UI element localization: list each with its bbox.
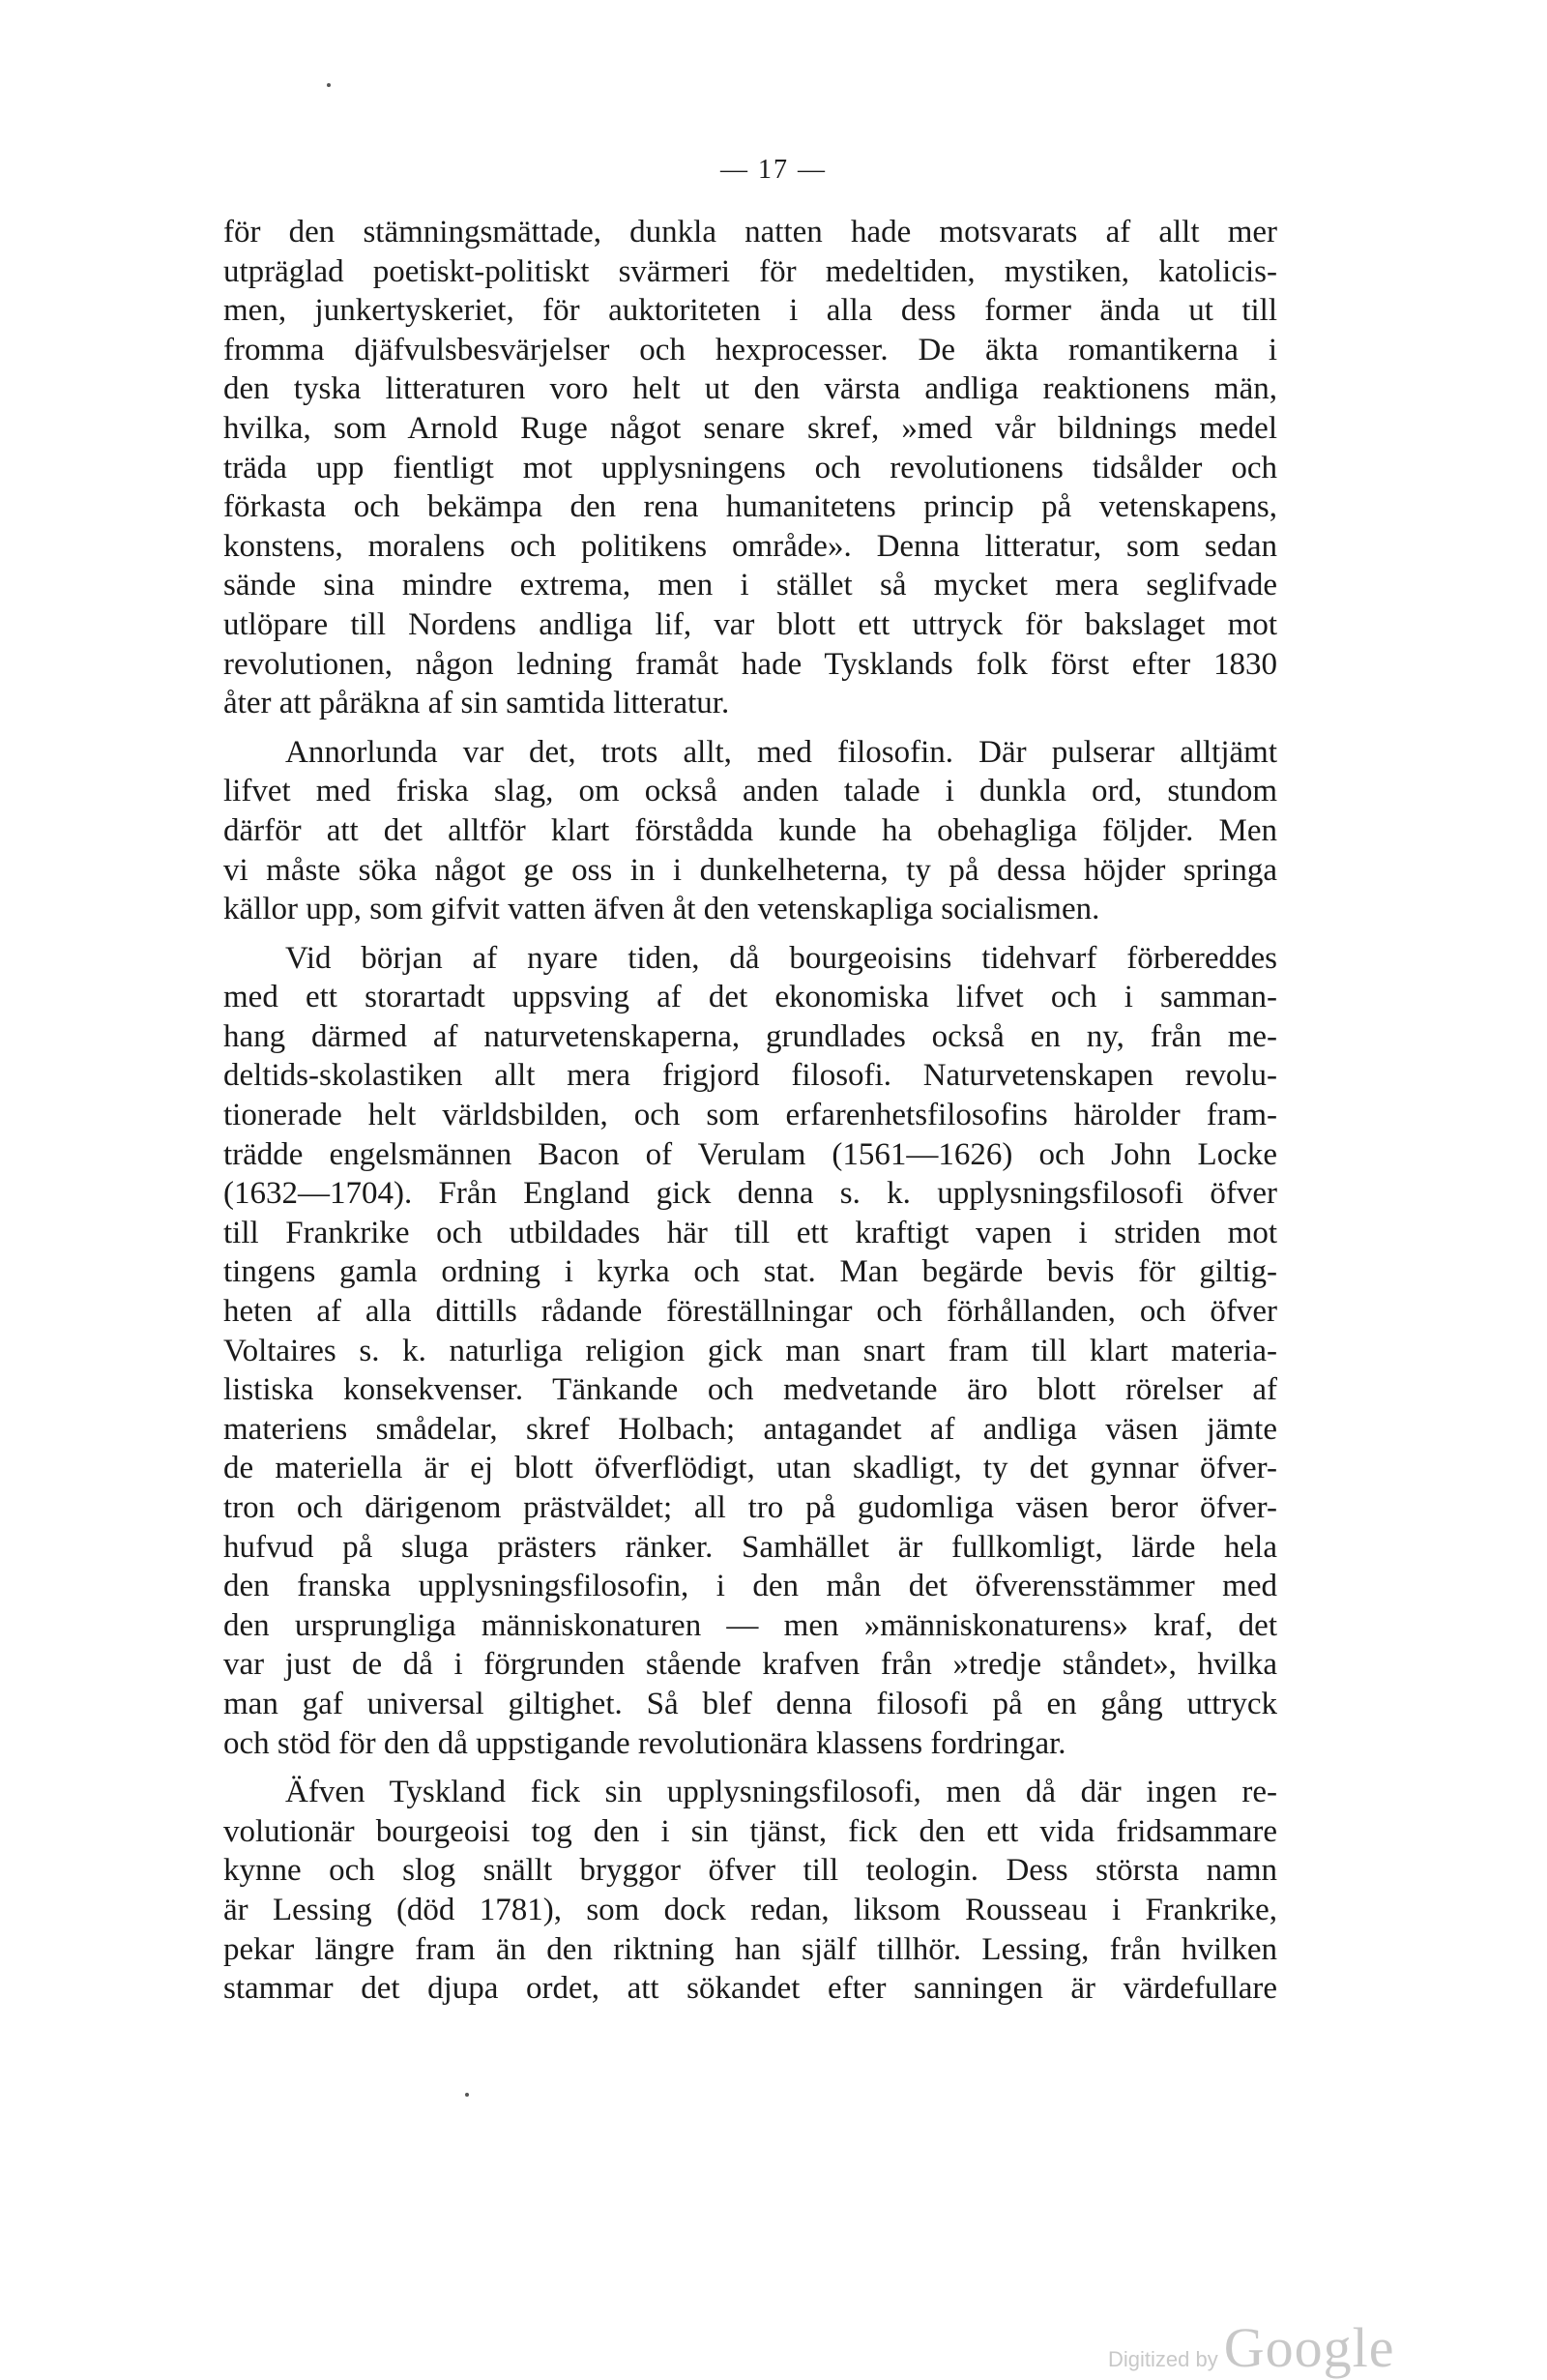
paragraph-gap bbox=[223, 1763, 1277, 1773]
speck-mark bbox=[465, 2093, 469, 2097]
google-logo: Google bbox=[1223, 2316, 1395, 2379]
text-line: utlöpare till Nordens andliga lif, var blott ett uttryck för bakslaget mot bbox=[223, 606, 1277, 642]
digitized-by-google-watermark bbox=[1108, 2315, 1394, 2380]
text-line: Annorlunda var det, trots allt, med filosofin. Där pulserar alltjämt bbox=[285, 734, 1277, 770]
text-line: pekar längre fram än den riktning han själf tillhör. Lessing, från hvilken bbox=[223, 1931, 1277, 1967]
text-line: deltids-skolastiken allt mera frigjord filosofi. Naturvetenskapen revolu- bbox=[223, 1058, 1277, 1094]
paragraph-gap bbox=[223, 929, 1277, 939]
text-line: heten af alla dittills rådande föreställningar och förhållanden, och öfver bbox=[223, 1294, 1277, 1330]
body-text bbox=[223, 213, 1277, 2009]
paragraph bbox=[223, 1773, 1277, 2009]
text-line: tron och därigenom prästväldet; all tro på gudomliga väsen beror öfver- bbox=[223, 1490, 1277, 1525]
watermark-prefix: Digitized by bbox=[1108, 2347, 1218, 2371]
text-line: åter att påräkna af sin samtida litteratur. bbox=[223, 686, 730, 721]
text-line: man gaf universal giltighet. Så blef denna filosofi på en gång uttryck bbox=[223, 1686, 1277, 1721]
text-line: hufvud på sluga prästers ränker. Samhället är fullkomligt, lärde hela bbox=[223, 1529, 1277, 1565]
text-line: hang därmed af naturvetenskaperna, grundlades också en ny, från me- bbox=[223, 1018, 1277, 1054]
text-line: kynne och slog snällt bryggor öfver till teologin. Dess största namn bbox=[223, 1853, 1277, 1889]
text-line: är Lessing (död 1781), som dock redan, liksom Rousseau i Frankrike, bbox=[223, 1892, 1277, 1927]
paragraph bbox=[223, 733, 1277, 939]
text-line: fromma djäfvulsbesvärjelser och hexprocesser. De äkta romantikerna i bbox=[223, 332, 1277, 367]
text-line: trädde engelsmännen Bacon of Verulam (1561—1626) och John Locke bbox=[223, 1136, 1277, 1172]
text-line: revolutionen, någon ledning framåt hade Tysklands folk först efter 1830 bbox=[223, 646, 1277, 682]
text-line: därför att det alltför klart förstådda kunde ha obehagliga följder. Men bbox=[223, 812, 1277, 848]
text-line: stammar det djupa ordet, att sökandet efter sanningen är värdefullare bbox=[223, 1971, 1277, 2007]
text-line: med ett storartadt uppsving af det ekonomiska lifvet och i samman- bbox=[223, 980, 1277, 1015]
text-line: lifvet med friska slag, om också anden talade i dunkla ord, stundom bbox=[223, 774, 1277, 809]
text-line: tionerade helt världsbilden, och som erfarenhetsfilosofins härolder fram- bbox=[223, 1098, 1277, 1133]
text-line: (1632—1704). Från England gick denna s. k. upplysningsfilosofi öfver bbox=[223, 1176, 1277, 1212]
text-line: materiens smådelar, skref Holbach; antagandet af andliga väsen jämte bbox=[223, 1411, 1277, 1447]
text-line: volutionär bourgeoisi tog den i sin tjänst, fick den ett vida fridsammare bbox=[223, 1813, 1277, 1849]
text-line: källor upp, som gifvit vatten äfven åt den vetenskapliga socialismen. bbox=[223, 892, 1100, 927]
text-line: Vid början af nyare tiden, då bourgeoisins tidehvarf förbereddes bbox=[285, 940, 1277, 976]
text-line: för den stämningsmättade, dunkla natten hade motsvarats af allt mer bbox=[223, 215, 1277, 250]
paragraph-gap bbox=[223, 723, 1277, 733]
text-line: vi måste söka något ge oss in i dunkelheterna, ty på dessa höjder springa bbox=[223, 852, 1277, 888]
text-line: konstens, moralens och politikens område». Denna litteratur, som sedan bbox=[223, 528, 1277, 564]
paragraph bbox=[223, 939, 1277, 1773]
page-number: — 17 — bbox=[720, 155, 827, 185]
text-line: den tyska litteraturen voro helt ut den värsta andliga reaktionens män, bbox=[223, 371, 1277, 407]
text-line: den franska upplysningsfilosofin, i den mån det öfverensstämmer med bbox=[223, 1569, 1277, 1604]
text-line: listiska konsekvenser. Tänkande och medvetande äro blott rörelser af bbox=[223, 1372, 1277, 1408]
text-line: tingens gamla ordning i kyrka och stat. Man begärde bevis för giltig- bbox=[223, 1254, 1277, 1290]
text-line: hvilka, som Arnold Ruge något senare skref, »med vår bildnings medel bbox=[223, 410, 1277, 446]
text-line: utpräglad poetiskt-politiskt svärmeri för medeltiden, mystiken, katolicis- bbox=[223, 253, 1277, 289]
text-line: träda upp fientligt mot upplysningens och revolutionens tidsålder och bbox=[223, 450, 1277, 485]
text-line: den ursprungliga människonaturen — men »människonaturens» kraf, det bbox=[223, 1607, 1277, 1643]
text-line: och stöd för den då uppstigande revolutionära klassens fordringar. bbox=[223, 1725, 1066, 1761]
text-line: var just de då i förgrunden stående krafven från »tredje ståndet», hvilka bbox=[223, 1647, 1277, 1683]
text-line: Voltaires s. k. naturliga religion gick man snart fram till klart materia- bbox=[223, 1333, 1277, 1368]
text-line: de materiella är ej blott öfverflödigt, utan skadligt, ty det gynnar öfver- bbox=[223, 1451, 1277, 1486]
text-line: till Frankrike och utbildades här till ett kraftigt vapen i striden mot bbox=[223, 1215, 1277, 1250]
speck-mark bbox=[327, 83, 331, 87]
paragraph bbox=[223, 213, 1277, 733]
text-line: Äfven Tyskland fick sin upplysningsfilosofi, men då där ingen re- bbox=[285, 1775, 1277, 1810]
text-line: sände sina mindre extrema, men i stället så mycket mera seglifvade bbox=[223, 568, 1277, 603]
text-line: men, junkertyskeriet, för auktoriteten i alla dess former ända ut till bbox=[223, 293, 1277, 329]
text-line: förkasta och bekämpa den rena humanitetens princip på vetenskapens, bbox=[223, 489, 1277, 525]
